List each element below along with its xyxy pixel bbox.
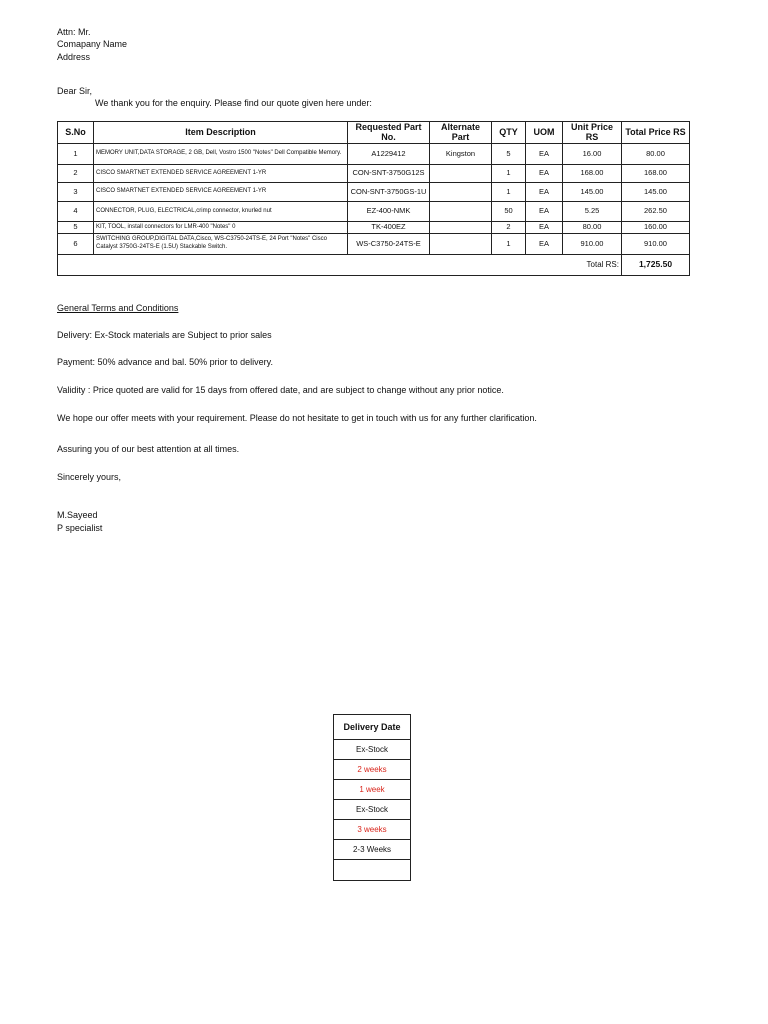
col-qty: QTY xyxy=(492,122,526,144)
cell-uom: EA xyxy=(526,144,563,165)
cell-part: CON-SNT-3750G12S xyxy=(348,165,430,183)
cell-uom: EA xyxy=(526,222,563,234)
terms-heading: General Terms and Conditions xyxy=(57,303,179,313)
col-unit-price: Unit Price RS xyxy=(563,122,622,144)
cell-qty: 5 xyxy=(492,144,526,165)
cell-sno: 5 xyxy=(58,222,94,234)
cell-unit-price: 80.00 xyxy=(563,222,622,234)
attn-line: Attn: Mr. xyxy=(57,27,91,37)
intro-text: We thank you for the enquiry. Please find our quote given here under: xyxy=(95,98,372,108)
cell-part: EZ-400-NMK xyxy=(348,202,430,222)
terms-validity: Validity : Price quoted are valid for 15 days from offered date, and are subject to change without any prior notice. xyxy=(57,385,504,395)
cell-qty: 1 xyxy=(492,165,526,183)
cell-alternate xyxy=(430,222,492,234)
cell-uom: EA xyxy=(526,165,563,183)
cell-description: CONNECTOR, PLUG, ELECTRICAL,crimp connector, knurled nut xyxy=(94,202,348,222)
cell-unit-price: 145.00 xyxy=(563,183,622,202)
cell-qty: 1 xyxy=(492,234,526,255)
table-row xyxy=(58,183,690,202)
col-delivery-date: Delivery Date xyxy=(334,715,411,740)
cell-part: WS-C3750-24TS-E xyxy=(348,234,430,255)
col-sno: S.No xyxy=(58,122,94,144)
cell-sno: 2 xyxy=(58,165,94,183)
table-row xyxy=(58,144,690,165)
cell-uom: EA xyxy=(526,234,563,255)
cell-alternate xyxy=(430,202,492,222)
cell-unit-price: 910.00 xyxy=(563,234,622,255)
cell-total: 160.00 xyxy=(622,222,690,234)
cell-total: 262.50 xyxy=(622,202,690,222)
terms-hope: We hope our offer meets with your requirement. Please do not hesitate to get in touch with us for any further clarification. xyxy=(57,413,537,423)
col-alternate: Alternate Part xyxy=(430,122,492,144)
delivery-date-table xyxy=(333,714,411,881)
col-part: Requested Part No. xyxy=(348,122,430,144)
col-uom: UOM xyxy=(526,122,563,144)
cell-total: 80.00 xyxy=(622,144,690,165)
cell-part: CON-SNT-3750GS-1U xyxy=(348,183,430,202)
cell-alternate: Kingston xyxy=(430,144,492,165)
delivery-cell xyxy=(334,860,411,881)
cell-description: CISCO SMARTNET EXTENDED SERVICE AGREEMENT 1-YR xyxy=(94,183,348,202)
delivery-row xyxy=(334,820,411,840)
cell-qty: 1 xyxy=(492,183,526,202)
cell-total: 145.00 xyxy=(622,183,690,202)
cell-sno: 3 xyxy=(58,183,94,202)
cell-alternate xyxy=(430,183,492,202)
delivery-cell: 2 weeks xyxy=(334,760,411,780)
cell-total: 910.00 xyxy=(622,234,690,255)
cell-sno: 1 xyxy=(58,144,94,165)
cell-unit-price: 168.00 xyxy=(563,165,622,183)
delivery-row xyxy=(334,840,411,860)
delivery-cell: Ex-Stock xyxy=(334,800,411,820)
signature-title: P specialist xyxy=(57,523,103,533)
table-row xyxy=(58,222,690,234)
salutation: Dear Sir, xyxy=(57,86,93,96)
cell-description: MEMORY UNIT,DATA STORAGE, 2 GB, Dell, Vostro 1500 "Notes" Dell Compatible Memory. xyxy=(94,144,348,165)
cell-unit-price: 5.25 xyxy=(563,202,622,222)
cell-alternate xyxy=(430,165,492,183)
cell-sno: 4 xyxy=(58,202,94,222)
terms-assuring: Assuring you of our best attention at all times. xyxy=(57,444,240,454)
cell-part: TK-400EZ xyxy=(348,222,430,234)
cell-total: 168.00 xyxy=(622,165,690,183)
quote-table xyxy=(57,121,690,276)
total-row xyxy=(58,255,690,276)
delivery-cell: 2-3 Weeks xyxy=(334,840,411,860)
col-total-price: Total Price RS xyxy=(622,122,690,144)
cell-qty: 2 xyxy=(492,222,526,234)
cell-unit-price: 16.00 xyxy=(563,144,622,165)
delivery-row xyxy=(334,800,411,820)
terms-delivery: Delivery: Ex-Stock materials are Subject to prior sales xyxy=(57,330,272,340)
quote-table-header xyxy=(58,122,690,144)
delivery-cell: 3 weeks xyxy=(334,820,411,840)
total-label: Total RS: xyxy=(58,255,622,276)
delivery-cell: Ex-Stock xyxy=(334,740,411,760)
terms-payment: Payment: 50% advance and bal. 50% prior to delivery. xyxy=(57,357,273,367)
table-row xyxy=(58,202,690,222)
cell-description: SWITCHING GROUP,DIGITAL DATA,Cisco, WS-C3750-24TS-E, 24 Port "Notes" Cisco Catalyst 3750G-24TS-E (1.5U) Stackable Switch. xyxy=(94,234,348,255)
company-line: Comapany Name xyxy=(57,39,128,49)
cell-part: A1229412 xyxy=(348,144,430,165)
cell-uom: EA xyxy=(526,202,563,222)
cell-description: CISCO SMARTNET EXTENDED SERVICE AGREEMENT 1-YR xyxy=(94,165,348,183)
delivery-table-header xyxy=(334,715,411,740)
delivery-cell: 1 week xyxy=(334,780,411,800)
delivery-row xyxy=(334,760,411,780)
delivery-row xyxy=(334,860,411,881)
table-row xyxy=(58,165,690,183)
signature-name: M.Sayeed xyxy=(57,510,98,520)
delivery-row xyxy=(334,780,411,800)
delivery-row xyxy=(334,740,411,760)
address-line: Address xyxy=(57,52,91,62)
col-description: Item Description xyxy=(94,122,348,144)
total-value: 1,725.50 xyxy=(622,255,690,276)
cell-description: KIT, TOOL, install connectors for LMR-400 "Notes" 0 xyxy=(94,222,348,234)
cell-uom: EA xyxy=(526,183,563,202)
cell-alternate xyxy=(430,234,492,255)
cell-sno: 6 xyxy=(58,234,94,255)
closing: Sincerely yours, xyxy=(57,472,122,482)
cell-qty: 50 xyxy=(492,202,526,222)
table-row xyxy=(58,234,690,255)
